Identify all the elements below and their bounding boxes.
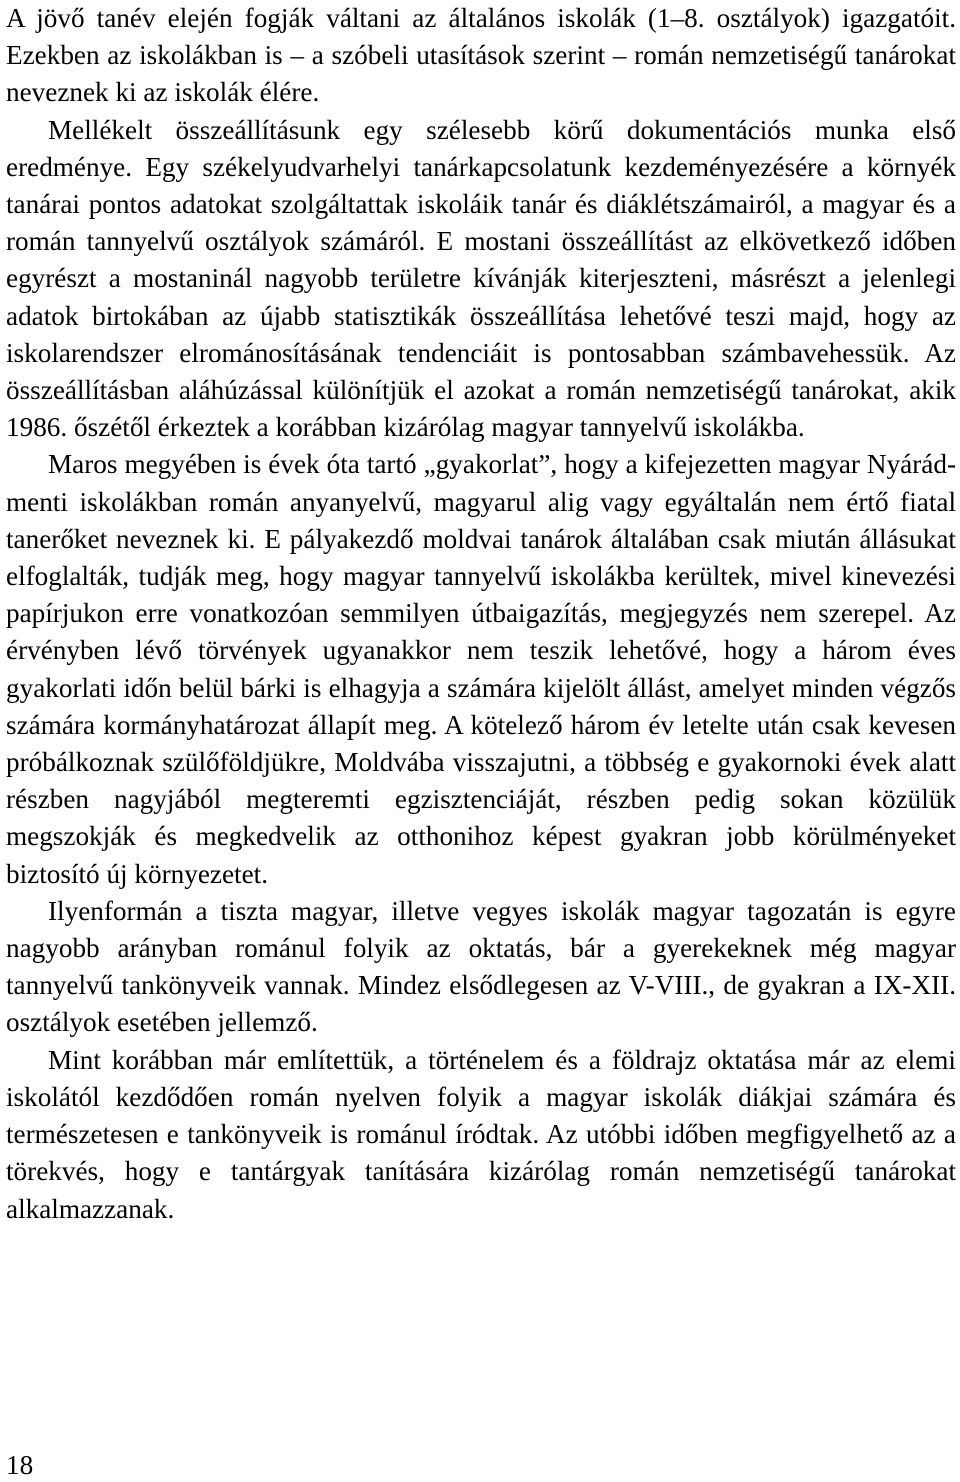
paragraph-2: Mellékelt összeállításunk egy szélesebb körű dokumentációs munka első eredménye. Egy székelyudvarhelyi tanárkapcsolatunk kezdeményezésére a környék tanárai pontos adatokat szolgáltattak iskoláik tanár és diáklétszámairól, a magyar és a román tannyelvű osztályok számáról. E mostani összeállítást az elkövetkező időben egyrészt a mostaninál nagyobb területre kívánják kiterjeszteni, másrészt a jelenlegi adatok birtokában az újabb statisztikák összeállítása lehetővé teszi majd, hogy az iskolarendszer elrománosításának tendenciáit is pontosabban számbavehessük. Az összeállításban aláhúzással különítjük el azokat a román nemzetiségű tanárokat, akik 1986. őszétől érkeztek a korábban kizárólag magyar tannyelvű iskolákba. — [6, 114, 956, 443]
page-number: 18 — [6, 1450, 34, 1480]
paragraph-1: A jövő tanév elején fogják váltani az általános iskolák (1–8. osztályok) igazgatóit. Ezekben az iskolákban is – a szóbeli utasítások szerint – román nemzetiségű tanárokat neveznek ki az iskolák élére. — [6, 3, 956, 108]
paragraph-5: Mint korábban már említettük, a történelem és a földrajz oktatása már az elemi iskolától kezdődően román nyelven folyik a magyar iskolák diákjai számára és természetesen e tankönyveik is románul íródtak. Az utóbbi időben megfigyelhető az a törekvés, hogy e tantárgyak tanítására kizárólag román nemzetiségű tanárokat alkalmazzanak. — [6, 1044, 956, 1224]
paragraph-4: Ilyenformán a tiszta magyar, illetve vegyes iskolák magyar tagozatán is egyre nagyobb arányban románul folyik az oktatás, bár a gyerekeknek még magyar tannyelvű tankönyveik vannak. Mindez elsődlegesen az V-VIII., de gyakran a IX-XII. osztályok esetében jellemző. — [6, 895, 956, 1038]
paragraph-3: Maros megyében is évek óta tartó „gyakorlat”, hogy a kifejezetten magyar Nyárád-menti iskolákban román anyanyelvű, magyarul alig vagy egyáltalán nem értő fiatal tanerőket neveznek ki. E pályakezdő moldvai tanárok általában csak miután állásukat elfoglalták, tudják meg, hogy magyar tannyelvű iskolákba kerültek, mivel kinevezési papírjukon erre vonatkozóan semmilyen útbaigazítás, megjegyzés nem szerepel. Az érvényben lévő törvények ugyanakkor nem teszik lehetővé, hogy a három éves gyakorlati időn belül bárki is elhagyja a számára kijelölt állást, amelyet minden végzős számára kormányhatározat állapít meg. A kötelező három év letelte után csak kevesen próbálkoznak szülőföldjükre, Moldvába visszajutni, a többség e gyakornoki évek alatt részben nagyjából megteremti egzisztenciáját, részben pedig sokan közülük megszokják és megkedvelik az otthonihoz képest gyakran jobb körülményeket biztosító új környezetet. — [6, 449, 956, 889]
document-page — [6, 0, 956, 1228]
